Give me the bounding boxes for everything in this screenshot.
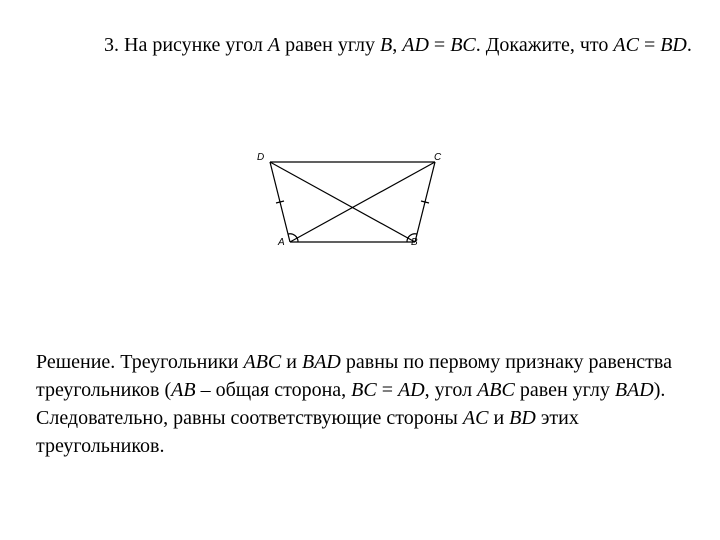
problem-statement	[36, 30, 696, 60]
var-bad: BAD	[614, 379, 654, 401]
solution-segment: =	[376, 379, 398, 401]
var-ab: AB	[171, 379, 196, 401]
var-ad: AD	[402, 34, 429, 56]
var-ad: AD	[398, 379, 425, 401]
solution-segment: этих треугольников.	[36, 407, 579, 457]
solution-segment: равны по первому признаку равенства треугольников (	[36, 351, 672, 401]
problem-text: ,	[392, 34, 403, 56]
var-abc: ABC	[477, 379, 515, 401]
var-bd: BD	[509, 407, 536, 429]
label-d: D	[257, 152, 265, 163]
solution-segment: и	[488, 407, 510, 429]
solution-segment: ). Следовательно, равны соответствующие стороны	[36, 379, 666, 429]
solution-segment: , угол	[424, 379, 478, 401]
problem-text: =	[638, 34, 661, 56]
var-ac: AC	[462, 407, 489, 429]
problem-text: =	[428, 34, 451, 56]
problem-number: 3.	[104, 34, 119, 56]
var-bad: BAD	[301, 351, 341, 373]
problem-text: . Докажите, что	[475, 34, 614, 56]
var-bc: BC	[351, 379, 377, 401]
solution-segment: – общая сторона,	[195, 379, 352, 401]
problem-text: равен углу	[280, 34, 381, 56]
diagonal-ac	[290, 162, 435, 242]
label-b: B	[411, 237, 418, 248]
var-a: A	[267, 34, 281, 56]
problem-text: .	[686, 34, 692, 56]
solution-segment: Решение. Треугольники	[36, 351, 244, 373]
solution-text	[36, 348, 706, 460]
var-abc: ABC	[243, 351, 282, 373]
diagonal-bd	[270, 162, 415, 242]
var-bd: BD	[660, 34, 687, 56]
solution-segment: и	[281, 351, 302, 373]
solution-segment: равен углу	[514, 379, 615, 401]
label-c: C	[434, 152, 442, 163]
problem-text: На рисунке угол	[119, 34, 268, 56]
var-b: B	[380, 34, 393, 56]
var-bc: BC	[450, 34, 476, 56]
trapezoid-figure	[250, 145, 450, 255]
var-ac: AC	[613, 34, 639, 56]
label-a: A	[278, 237, 285, 248]
